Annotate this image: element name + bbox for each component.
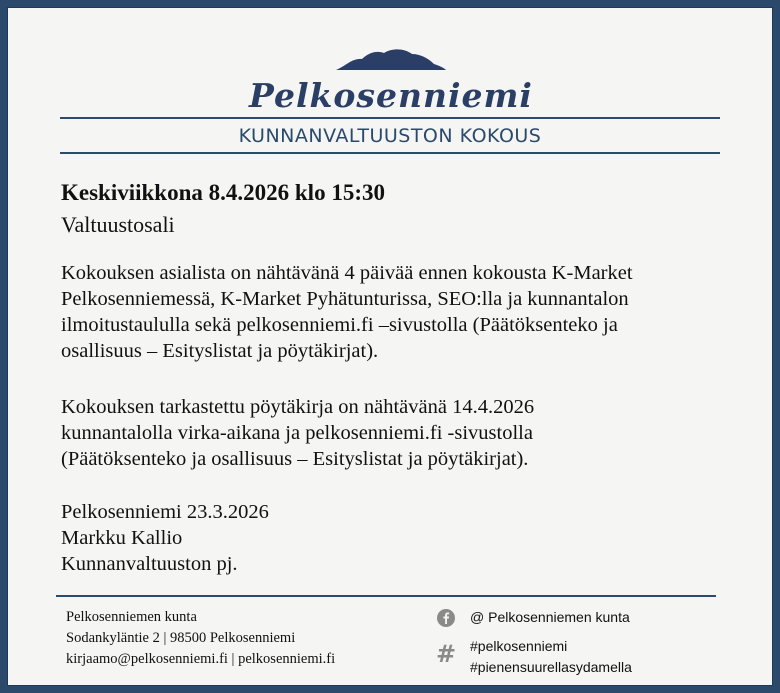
- footer-rule: [56, 595, 716, 597]
- hashtag: #pienensuurellasydamella: [470, 659, 632, 675]
- signature-place-date: Pelkosenniemi 23.3.2026: [61, 501, 269, 523]
- header-top-rule: [60, 117, 720, 119]
- signature-block: [61, 499, 751, 577]
- hashtag: #pelkosenniemi: [470, 638, 568, 654]
- agenda-line: osallisuus – Esityslistat ja pöytäkirjat).: [61, 340, 379, 362]
- footer-address: Sodankyläntie 2 | 98500 Pelkosenniemi: [66, 630, 296, 646]
- minutes-paragraph: [61, 394, 751, 472]
- footer-contact: [66, 607, 335, 670]
- minutes-line: (Päätöksenteko ja osallisuus – Esityslistat ja pöytäkirjat).: [61, 448, 529, 470]
- notice-page: [7, 7, 773, 686]
- page-title: KUNNANVALTUUSTON KOKOUS: [238, 125, 542, 147]
- logo-wordmark: Pelkosenniemi: [249, 76, 533, 115]
- minutes-line: Kokouksen tarkastettu pöytäkirja on nähtävänä 14.4.2026: [61, 396, 535, 418]
- hashtag-icon: #: [436, 640, 457, 668]
- footer-email-web: kirjaamo@pelkosenniemi.fi | pelkosenniemi.fi: [66, 651, 336, 667]
- signature-role: Kunnanvaltuuston pj.: [61, 553, 238, 575]
- agenda-line: Kokouksen asialista on nähtävänä 4 päivää ennen kokousta K-Market: [61, 262, 633, 284]
- hashtag-row: [436, 636, 632, 678]
- meeting-venue: Valtuustosali: [61, 212, 175, 237]
- footer-org: Pelkosenniemen kunta: [66, 609, 197, 625]
- meeting-date-time: Keskiviikkona 8.4.2026 klo 15:30: [61, 180, 385, 205]
- hashtag-list: [470, 636, 632, 678]
- mountains-logo-icon: [334, 44, 448, 74]
- footer-social: [436, 607, 632, 678]
- facebook-row: [436, 607, 632, 628]
- facebook-icon: [436, 608, 456, 628]
- agenda-paragraph: [61, 260, 751, 364]
- minutes-line: kunnantalolla virka-aikana ja pelkosenniemi.fi -sivustolla: [61, 422, 533, 444]
- agenda-line: ilmoitustaululla sekä pelkosenniemi.fi –sivustolla (Päätöksenteko ja: [61, 314, 618, 336]
- signature-name: Markku Kallio: [61, 527, 183, 549]
- header-bottom-rule: [60, 152, 720, 154]
- agenda-line: Pelkosenniemessä, K-Market Pyhätunturissa, SEO:lla ja kunnantalon: [61, 288, 629, 310]
- facebook-handle: @ Pelkosenniemen kunta: [470, 609, 630, 625]
